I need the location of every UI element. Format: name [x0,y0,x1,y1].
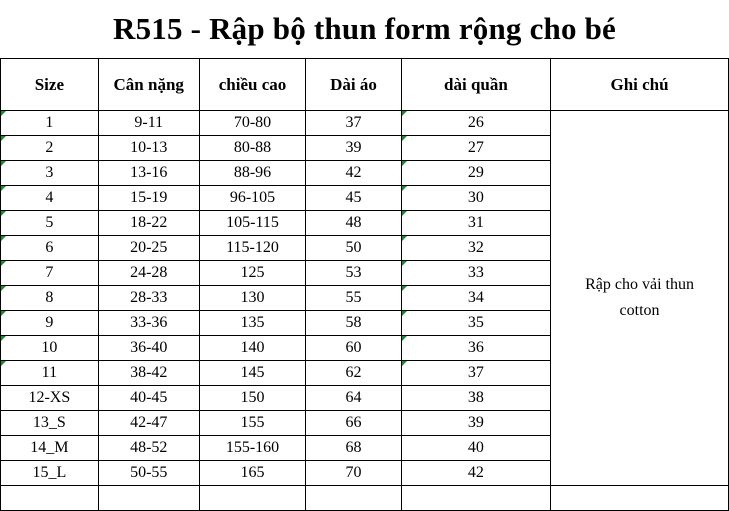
cell-shirt-length: 64 [306,386,402,411]
note-text: Rập cho vải thun cotton [585,276,694,319]
cell-height: 145 [199,361,306,386]
cell-pants-length: 32 [401,236,550,261]
cell-shirt-length: 37 [306,111,402,136]
cell-pants-length: 37 [401,361,550,386]
cell-weight: 15-19 [98,186,199,211]
cell-weight: 24-28 [98,261,199,286]
header-weight: Cân nặng [98,59,199,111]
cell-weight: 33-36 [98,311,199,336]
cell-size: 10 [1,336,99,361]
table-header-row [1,59,729,111]
cell-shirt-length: 45 [306,186,402,211]
cell-pants-length: 30 [401,186,550,211]
cell-size: 15_L [1,461,99,486]
cell-height: 105-115 [199,211,306,236]
cell-height: 80-88 [199,136,306,161]
cell-shirt-length: 48 [306,211,402,236]
cell-weight: 18-22 [98,211,199,236]
cell-shirt-length: 68 [306,436,402,461]
cell-pants-length: 42 [401,461,550,486]
cell-weight: 48-52 [98,436,199,461]
cell-height: 115-120 [199,236,306,261]
cell-weight: 38-42 [98,361,199,386]
header-size: Size [1,59,99,111]
cell-pants-length: 34 [401,286,550,311]
cell-height: 88-96 [199,161,306,186]
empty-cell [401,486,550,511]
cell-shirt-length: 62 [306,361,402,386]
cell-size: 5 [1,211,99,236]
cell-pants-length: 36 [401,336,550,361]
cell-size: 7 [1,261,99,286]
cell-size: 8 [1,286,99,311]
cell-pants-length: 29 [401,161,550,186]
cell-size: 2 [1,136,99,161]
header-pants-length: dài quần [401,59,550,111]
cell-shirt-length: 58 [306,311,402,336]
empty-cell [98,486,199,511]
cell-weight: 36-40 [98,336,199,361]
cell-size: 3 [1,161,99,186]
cell-shirt-length: 55 [306,286,402,311]
cell-shirt-length: 60 [306,336,402,361]
cell-height: 135 [199,311,306,336]
empty-cell [551,486,729,511]
cell-height: 125 [199,261,306,286]
cell-height: 155 [199,411,306,436]
cell-height: 130 [199,286,306,311]
cell-size: 9 [1,311,99,336]
cell-height: 165 [199,461,306,486]
cell-size: 12-XS [1,386,99,411]
cell-weight: 20-25 [98,236,199,261]
cell-pants-length: 40 [401,436,550,461]
cell-weight: 42-47 [98,411,199,436]
cell-weight: 9-11 [98,111,199,136]
cell-shirt-length: 42 [306,161,402,186]
cell-weight: 40-45 [98,386,199,411]
cell-shirt-length: 39 [306,136,402,161]
cell-size: 14_M [1,436,99,461]
cell-size: 11 [1,361,99,386]
cell-size: 13_S [1,411,99,436]
cell-height: 96-105 [199,186,306,211]
empty-cell [1,486,99,511]
cell-size: 1 [1,111,99,136]
header-note: Ghi chú [551,59,729,111]
cell-pants-length: 26 [401,111,550,136]
cell-height: 150 [199,386,306,411]
cell-pants-length: 27 [401,136,550,161]
cell-shirt-length: 50 [306,236,402,261]
table-row [1,111,729,136]
cell-pants-length: 39 [401,411,550,436]
cell-height: 70-80 [199,111,306,136]
cell-height: 155-160 [199,436,306,461]
note-cell [551,111,729,486]
cell-size: 4 [1,186,99,211]
cell-size: 6 [1,236,99,261]
size-table [0,58,729,511]
page-title: R515 - Rập bộ thun form rộng cho bé [112,11,617,46]
header-shirt-length: Dài áo [306,59,402,111]
cell-pants-length: 38 [401,386,550,411]
header-height: chiều cao [199,59,306,111]
empty-cell [306,486,402,511]
cell-shirt-length: 53 [306,261,402,286]
cell-weight: 28-33 [98,286,199,311]
cell-shirt-length: 66 [306,411,402,436]
table-body [1,111,729,511]
cell-pants-length: 31 [401,211,550,236]
empty-cell [199,486,306,511]
table-row-empty [1,486,729,511]
cell-weight: 50-55 [98,461,199,486]
cell-height: 140 [199,336,306,361]
cell-pants-length: 33 [401,261,550,286]
cell-weight: 10-13 [98,136,199,161]
cell-pants-length: 35 [401,311,550,336]
cell-shirt-length: 70 [306,461,402,486]
cell-weight: 13-16 [98,161,199,186]
